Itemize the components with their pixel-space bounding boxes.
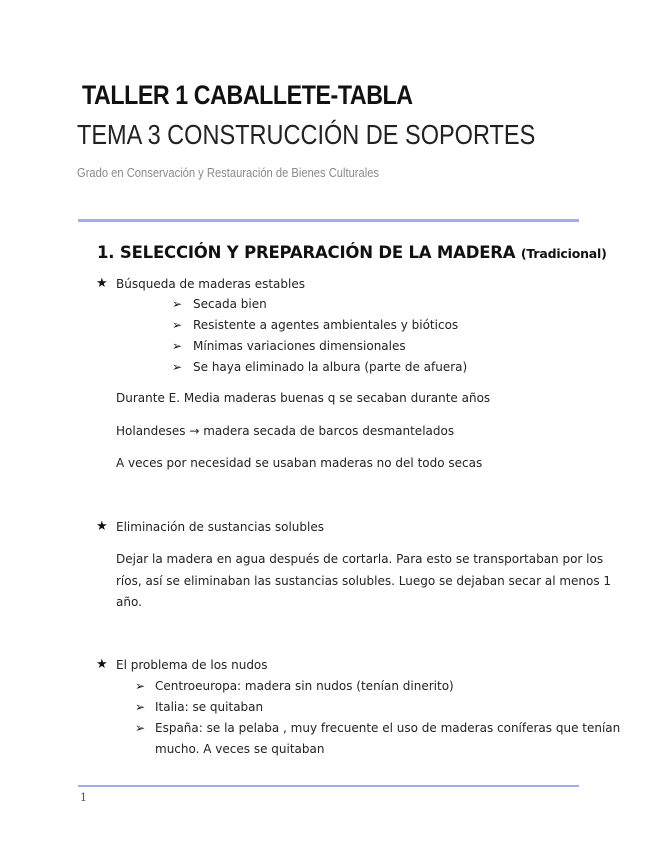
document-title-line2: TEMA 3 CONSTRUCCIÓN DE SOPORTES	[77, 119, 536, 150]
arrow-bullet-icon: ➢	[135, 721, 146, 735]
note-line: A veces por necesidad se usaban maderas no del todo secas	[116, 456, 483, 470]
arrow-bullet-icon: ➢	[135, 700, 146, 714]
arrow-bullet-icon: ➢	[172, 297, 183, 311]
list-item-continuation: mucho. A veces se quitaban	[155, 742, 325, 756]
paragraph-line: año.	[116, 595, 142, 609]
section-heading-main: 1. SELECCIÓN Y PREPARACIÓN DE LA MADERA	[97, 243, 516, 262]
document-title-line1: TALLER 1 CABALLETE-TABLA	[82, 80, 413, 110]
arrow-bullet-icon: ➢	[135, 679, 146, 693]
arrow-bullet-icon: ➢	[172, 318, 183, 332]
note-line: Durante E. Media maderas buenas q se secaban durante años	[116, 391, 491, 405]
section-heading-suffix: (Tradicional)	[520, 246, 607, 261]
page-number: 1	[80, 791, 87, 804]
footer-divider	[78, 785, 579, 787]
document-subtitle: Grado en Conservación y Restauración de Bienes Culturales	[77, 165, 380, 180]
list-item: España: se la pelaba , muy frecuente el uso de maderas coníferas que tenían	[155, 721, 621, 735]
arrow-bullet-icon: ➢	[172, 339, 183, 353]
list-item: Se haya eliminado la albura (parte de afuera)	[193, 360, 468, 374]
bullet-label: Eliminación de sustancias solubles	[116, 520, 324, 534]
list-item: Centroeuropa: madera sin nudos (tenían dinerito)	[155, 679, 454, 693]
paragraph-line: ríos, así se eliminaban las sustancias solubles. Luego se dejaban secar al menos 1	[116, 574, 612, 588]
star-bullet-icon: ★	[96, 276, 108, 291]
bullet-label: Búsqueda de maderas estables	[116, 277, 305, 291]
arrow-bullet-icon: ➢	[172, 360, 183, 374]
star-bullet-icon: ★	[96, 657, 108, 672]
section-heading	[97, 243, 607, 262]
paragraph-line: Dejar la madera en agua después de cortarla. Para esto se transportaban por los	[116, 552, 604, 566]
list-item: Italia: se quitaban	[155, 700, 264, 714]
list-item: Mínimas variaciones dimensionales	[193, 339, 406, 353]
bullet-label: El problema de los nudos	[116, 658, 268, 672]
header-divider	[78, 219, 579, 222]
note-line: Holandeses → madera secada de barcos desmantelados	[116, 424, 455, 438]
star-bullet-icon: ★	[96, 519, 108, 534]
list-item: Resistente a agentes ambientales y bióticos	[193, 318, 459, 332]
list-item: Secada bien	[193, 297, 267, 311]
